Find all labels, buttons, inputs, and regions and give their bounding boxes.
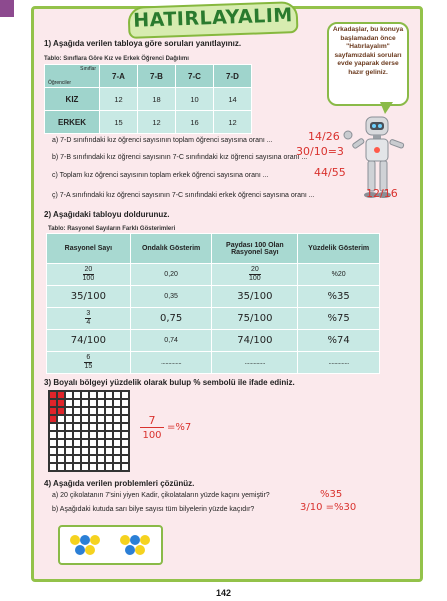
- q2-cell: 0,74: [130, 330, 212, 352]
- q2-header: Ondalık Gösterim: [130, 234, 212, 264]
- q2-title: 2) Aşağıdaki tabloyu doldurunuz.: [44, 210, 170, 219]
- q1-corner-top: Sınıflar: [80, 66, 96, 72]
- grid-cell-shaded: [49, 415, 57, 423]
- grid-cell: [65, 455, 73, 463]
- grid-cell: [105, 447, 113, 455]
- grid-cell: [57, 463, 65, 471]
- q1-table-caption: Tablo: Sınıflara Göre Kız ve Erkek Öğrenci Dağılımı: [44, 56, 189, 62]
- q2-answer-cell: 74/100: [47, 330, 131, 352]
- grid-cell: [97, 391, 105, 399]
- grid-cell: [57, 431, 65, 439]
- grid-cell: [81, 391, 89, 399]
- grid-cell: [65, 439, 73, 447]
- grid-cell: [121, 391, 129, 399]
- grid-cell: [121, 423, 129, 431]
- q2-answer-cell: %75: [298, 308, 380, 330]
- grid-cell: [73, 463, 81, 471]
- q1-cell: 10: [176, 88, 214, 111]
- grid-cell-shaded: [49, 391, 57, 399]
- q1-item-b: b) 7-B sınıfındaki kız öğrenci sayısının 7-C sınıfındaki kız öğrenci sayısına oranı ...: [52, 154, 308, 161]
- fraction-denominator: 4: [86, 319, 91, 326]
- q1-answer-a: 14/26: [308, 130, 340, 143]
- q2-header: Paydası 100 Olan Rasyonel Sayı: [212, 234, 298, 264]
- q4-item-a: a) 20 çikolatanın 7'sini yiyen Kadir, çikolataların yüzde kaçını yemiştir?: [52, 492, 270, 499]
- grid-cell: [113, 415, 121, 423]
- banner-title: HATIRLAYALIM: [132, 4, 294, 32]
- grid-cell: [65, 391, 73, 399]
- grid-cell-shaded: [57, 391, 65, 399]
- q2-cell: %20: [298, 264, 380, 286]
- grid-cell: [73, 423, 81, 431]
- grid-cell: [113, 407, 121, 415]
- grid-cell: [113, 423, 121, 431]
- grid-cell: [121, 415, 129, 423]
- q1-cell: 12: [214, 111, 252, 134]
- q1-cell: 15: [100, 111, 138, 134]
- grid-cell: [113, 439, 121, 447]
- q1-item-a: a) 7-D sınıfındaki kız öğrenci sayısının toplam öğrenci sayısına oranı ...: [52, 137, 273, 144]
- q1-answer-c: 44/55: [314, 166, 346, 179]
- q1-cell: 18: [138, 88, 176, 111]
- marble-blue: [125, 545, 135, 555]
- grid-cell: [97, 439, 105, 447]
- q2-cell: [47, 308, 131, 330]
- grid-cell: [97, 415, 105, 423]
- grid-cell: [121, 447, 129, 455]
- grid-cell: [73, 439, 81, 447]
- grid-cell: [89, 415, 97, 423]
- grid-cell: [89, 439, 97, 447]
- fraction-numerator: 3: [86, 310, 91, 317]
- grid-cell: [57, 415, 65, 423]
- q4-answer-b: 3/10 =%30: [300, 502, 357, 513]
- q4-item-b: b) Aşağıdaki kutuda sarı bilye sayısı tüm bilyelerin yüzde kaçıdır?: [52, 506, 255, 513]
- q1-item-c: c) Toplam kız öğrenci sayısının toplam erkek öğrenci sayısına oranı ...: [52, 172, 269, 179]
- q2-answer-cell: %35: [298, 286, 380, 308]
- grid-cell: [49, 463, 57, 471]
- grid-cell: [57, 439, 65, 447]
- q2-cell: [47, 264, 131, 286]
- grid-cell: [57, 447, 65, 455]
- q1-row-label: KIZ: [45, 88, 100, 111]
- chapter-tab: [0, 0, 14, 17]
- q1-cell: 16: [176, 111, 214, 134]
- grid-cell: [65, 415, 73, 423]
- grid-cell-shaded: [57, 399, 65, 407]
- grid-cell: [113, 455, 121, 463]
- q1-col-header: 7-B: [138, 65, 176, 88]
- grid-cell: [49, 439, 57, 447]
- q3-answer-percent: =%7: [167, 422, 192, 433]
- q3-answer-denominator: 100: [142, 430, 162, 441]
- grid-cell: [65, 447, 73, 455]
- fraction-denominator: 15: [84, 363, 93, 370]
- q2-table-caption: Tablo: Rasyonel Sayıların Farklı Gösterimleri: [48, 226, 176, 232]
- grid-cell: [81, 463, 89, 471]
- marble-yellow: [90, 535, 100, 545]
- grid-cell-shaded: [49, 399, 57, 407]
- grid-cell: [89, 431, 97, 439]
- grid-cell: [49, 447, 57, 455]
- marble-yellow: [85, 545, 95, 555]
- fraction-numerator: 20: [84, 266, 93, 273]
- grid-cell: [81, 407, 89, 415]
- q3-answer-numerator: 7: [140, 414, 164, 428]
- marble-yellow: [70, 535, 80, 545]
- q2-answer-cell: 74/100: [212, 330, 298, 352]
- grid-cell: [81, 423, 89, 431]
- grid-cell: [73, 391, 81, 399]
- grid-cell: [105, 431, 113, 439]
- grid-cell: [73, 447, 81, 455]
- q2-header: Yüzdelik Gösterim: [298, 234, 380, 264]
- q4-title: 4) Aşağıda verilen problemleri çözünüz.: [44, 479, 195, 488]
- q2-header: Rasyonel Sayı: [47, 234, 131, 264]
- grid-cell: [97, 447, 105, 455]
- q1-cell: 12: [100, 88, 138, 111]
- grid-cell: [49, 423, 57, 431]
- grid-cell: [49, 455, 57, 463]
- marble-yellow: [120, 535, 130, 545]
- marble-blue: [80, 535, 90, 545]
- hundred-grid: [48, 390, 130, 472]
- fraction-numerator: 20: [250, 266, 259, 273]
- grid-cell: [49, 431, 57, 439]
- grid-cell: [89, 391, 97, 399]
- marble-box: [58, 525, 163, 565]
- q2-answer-cell: %74: [298, 330, 380, 352]
- q1-col-header: 7-A: [100, 65, 138, 88]
- q2-cell: [212, 264, 298, 286]
- grid-cell: [105, 463, 113, 471]
- grid-cell: [105, 415, 113, 423]
- grid-cell: [121, 439, 129, 447]
- q2-cell: [47, 352, 131, 374]
- grid-cell: [113, 463, 121, 471]
- q2-cell: 0,35: [130, 286, 212, 308]
- grid-cell: [73, 431, 81, 439]
- q1-table: [44, 64, 252, 134]
- grid-cell: [97, 407, 105, 415]
- grid-cell: [65, 431, 73, 439]
- grid-cell: [65, 407, 73, 415]
- q1-col-header: 7-D: [214, 65, 252, 88]
- grid-cell: [89, 447, 97, 455]
- grid-cell: [121, 463, 129, 471]
- marble-yellow: [140, 535, 150, 545]
- grid-cell: [97, 399, 105, 407]
- grid-cell: [65, 423, 73, 431]
- q3-title: 3) Boyalı bölgeyi yüzdelik olarak bulup % sembolü ile ifade ediniz.: [44, 378, 295, 387]
- q1-cell: 12: [138, 111, 176, 134]
- fraction-denominator: 100: [82, 275, 95, 282]
- grid-cell: [73, 399, 81, 407]
- grid-cell: [81, 415, 89, 423]
- grid-cell: [105, 455, 113, 463]
- q2-answer-cell: 35/100: [212, 286, 298, 308]
- marble-blue: [75, 545, 85, 555]
- grid-cell: [57, 423, 65, 431]
- grid-cell: [113, 447, 121, 455]
- q1-answer-b: 30/10=3: [296, 145, 344, 158]
- grid-cell: [81, 439, 89, 447]
- grid-cell: [81, 455, 89, 463]
- q2-blank-cell: ..............: [298, 352, 380, 374]
- grid-cell: [105, 423, 113, 431]
- q1-corner-bottom: Öğrenciler: [48, 80, 72, 86]
- q2-blank-cell: ..............: [212, 352, 298, 374]
- grid-cell: [73, 455, 81, 463]
- q2-cell: 0,20: [130, 264, 212, 286]
- q1-answer-d: 12/16: [366, 187, 398, 200]
- q1-title: 1) Aşağıda verilen tabloya göre soruları yanıtlayınız.: [44, 39, 242, 48]
- grid-cell: [89, 407, 97, 415]
- q1-cell: 14: [214, 88, 252, 111]
- grid-cell: [97, 455, 105, 463]
- grid-cell: [73, 415, 81, 423]
- grid-cell: [121, 407, 129, 415]
- grid-cell: [97, 431, 105, 439]
- grid-cell: [65, 399, 73, 407]
- grid-cell: [89, 463, 97, 471]
- page-number: 142: [215, 588, 232, 598]
- grid-cell: [65, 463, 73, 471]
- grid-cell: [97, 463, 105, 471]
- q4-answer-a: %35: [320, 489, 343, 500]
- grid-cell: [81, 431, 89, 439]
- grid-cell-shaded: [49, 407, 57, 415]
- grid-cell: [105, 407, 113, 415]
- grid-cell: [105, 439, 113, 447]
- grid-cell: [89, 399, 97, 407]
- q2-answer-cell: 75/100: [212, 308, 298, 330]
- marble-blue: [130, 535, 140, 545]
- q1-item-d: ç) 7-A sınıfındaki kız öğrenci sayısının 7-C sınıfındaki erkek öğrenci sayısına oranı ...: [52, 192, 315, 199]
- q1-col-header: 7-C: [176, 65, 214, 88]
- grid-cell: [113, 391, 121, 399]
- q2-table: [46, 233, 380, 374]
- q2-answer-cell: 0,75: [130, 308, 212, 330]
- grid-cell: [121, 431, 129, 439]
- grid-cell: [113, 399, 121, 407]
- speech-bubble-tail: [380, 102, 393, 114]
- grid-cell: [105, 399, 113, 407]
- grid-cell: [57, 455, 65, 463]
- q1-table-corner: [45, 65, 100, 88]
- marble-yellow: [135, 545, 145, 555]
- grid-cell: [121, 399, 129, 407]
- grid-cell: [81, 447, 89, 455]
- q2-answer-cell: 35/100: [47, 286, 131, 308]
- grid-cell: [105, 391, 113, 399]
- q1-row-label: ERKEK: [45, 111, 100, 134]
- grid-cell: [89, 455, 97, 463]
- grid-cell: [73, 407, 81, 415]
- fraction-numerator: 6: [86, 354, 91, 361]
- grid-cell: [113, 431, 121, 439]
- speech-bubble-text: Arkadaşlar, bu konuya başlamadan önce "Hatırlayalım" sayfamızdaki soruları evde yaparak derse hazır geliniz.: [332, 26, 404, 76]
- grid-cell: [81, 399, 89, 407]
- grid-cell-shaded: [57, 407, 65, 415]
- fraction-denominator: 100: [249, 275, 261, 282]
- grid-cell: [121, 455, 129, 463]
- grid-cell: [89, 423, 97, 431]
- grid-cell: [97, 423, 105, 431]
- q2-blank-cell: ..............: [130, 352, 212, 374]
